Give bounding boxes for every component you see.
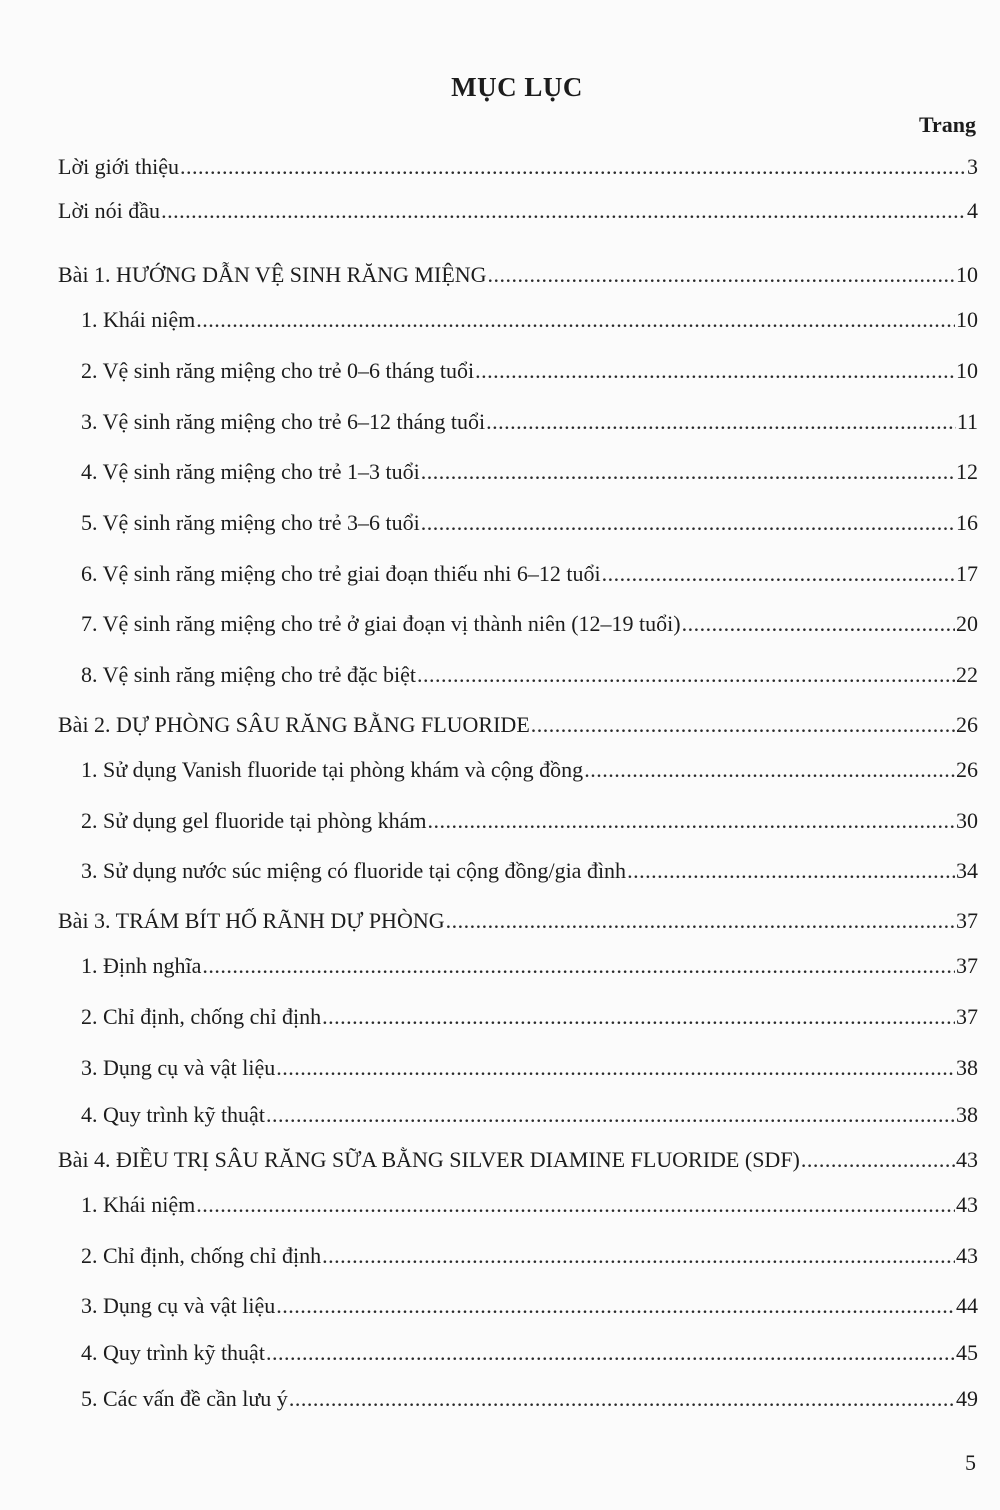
- dot-leader: [682, 609, 955, 639]
- dot-leader: [421, 457, 955, 487]
- dot-leader: [446, 906, 955, 936]
- toc-entry: [81, 508, 978, 538]
- toc-entry-page: 49: [956, 1386, 978, 1411]
- toc-entry-page: 34: [956, 858, 978, 883]
- dot-leader: [180, 152, 966, 182]
- toc-entry: [81, 1338, 978, 1368]
- page-number: 5: [965, 1450, 976, 1475]
- toc-chapter: [58, 906, 978, 936]
- dot-leader: [531, 710, 955, 740]
- dot-leader: [161, 196, 966, 226]
- toc-entry: [81, 407, 978, 437]
- toc-entry-page: 10: [956, 358, 978, 383]
- toc-entry-page: 44: [956, 1293, 978, 1318]
- toc-entry-page: 37: [956, 953, 978, 978]
- toc-entry: [81, 755, 978, 785]
- toc-entry-page: 43: [956, 1192, 978, 1217]
- page-title: MỤC LỤC: [451, 72, 583, 102]
- dot-leader: [202, 951, 955, 981]
- toc-entry: [81, 559, 978, 589]
- toc-entry-label: 2. Chỉ định, chống chỉ định: [81, 1004, 322, 1029]
- dot-leader: [428, 806, 955, 836]
- dot-leader: [196, 305, 955, 335]
- toc-entry-label: 6. Vệ sinh răng miệng cho trẻ giai đoạn thiếu nhi 6–12 tuổi: [81, 561, 601, 586]
- toc-entry: [81, 1002, 978, 1032]
- toc-entry-page: 37: [956, 1004, 978, 1029]
- toc-entry: [58, 196, 978, 226]
- dot-leader: [602, 559, 955, 589]
- dot-leader: [584, 755, 955, 785]
- toc-entry-page: 11: [956, 409, 978, 434]
- toc-entry: [81, 1190, 978, 1220]
- page-column-header: Trang: [918, 112, 976, 137]
- toc-entry: [81, 1384, 978, 1414]
- toc-entry-label: 2. Chỉ định, chống chỉ định: [81, 1243, 322, 1268]
- dot-leader: [276, 1053, 955, 1083]
- toc-entry-page: 37: [956, 908, 978, 933]
- toc-entry-label: Bài 3. TRÁM BÍT HỐ RÃNH DỰ PHÒNG: [58, 908, 445, 933]
- dot-leader: [421, 508, 955, 538]
- toc-entry: [81, 806, 978, 836]
- toc-entry-label: 1. Khái niệm: [81, 1192, 196, 1217]
- toc-entry-page: 20: [956, 611, 978, 636]
- toc-entry-label: 1. Sử dụng Vanish fluoride tại phòng khám và cộng đồng: [81, 757, 584, 782]
- toc-entry-label: 3. Vệ sinh răng miệng cho trẻ 6–12 tháng tuổi: [81, 409, 486, 434]
- toc-entry: [81, 356, 978, 386]
- toc-entry-page: 30: [956, 808, 978, 833]
- toc-entry-label: 4. Vệ sinh răng miệng cho trẻ 1–3 tuổi: [81, 459, 420, 484]
- toc-entry-label: Bài 4. ĐIỀU TRỊ SÂU RĂNG SỮA BẰNG SILVER DIAMINE FLUORIDE (SDF): [58, 1147, 800, 1172]
- toc-entry: [81, 1241, 978, 1271]
- toc-entry-page: 38: [956, 1055, 978, 1080]
- dot-leader: [486, 407, 956, 437]
- toc-entry-page: 43: [956, 1147, 978, 1172]
- dot-leader: [322, 1241, 955, 1271]
- toc-entry-page: 17: [956, 561, 978, 586]
- dot-leader: [289, 1384, 955, 1414]
- toc-entry: [81, 1053, 978, 1083]
- dot-leader: [266, 1100, 955, 1130]
- toc-entry-label: 3. Dụng cụ và vật liệu: [81, 1055, 276, 1080]
- toc-entry-label: 4. Quy trình kỹ thuật: [81, 1102, 265, 1127]
- toc-entry-label: Bài 1. HƯỚNG DẪN VỆ SINH RĂNG MIỆNG: [58, 262, 487, 287]
- toc-entry: [58, 152, 978, 182]
- toc-entry: [81, 1291, 978, 1321]
- toc-entry-label: 1. Khái niệm: [81, 307, 196, 332]
- toc-entry: [81, 609, 978, 639]
- toc-entry: [81, 457, 978, 487]
- toc-entry-label: Bài 2. DỰ PHÒNG SÂU RĂNG BẰNG FLUORIDE: [58, 712, 530, 737]
- toc-entry-label: 3. Dụng cụ và vật liệu: [81, 1293, 276, 1318]
- toc-entry: [81, 305, 978, 335]
- toc-entry-label: 4. Quy trình kỹ thuật: [81, 1340, 265, 1365]
- toc-entry: [81, 660, 978, 690]
- dot-leader: [417, 660, 955, 690]
- toc-entry-page: 4: [967, 198, 978, 223]
- toc-entry-label: 7. Vệ sinh răng miệng cho trẻ ở giai đoạn vị thành niên (12–19 tuổi): [81, 611, 681, 636]
- toc-entry-label: 1. Định nghĩa: [81, 953, 202, 978]
- toc-entry-page: 3: [967, 154, 978, 179]
- toc-entry-label: Lời nói đầu: [58, 198, 161, 223]
- toc-entry-label: 3. Sử dụng nước súc miệng có fluoride tại cộng đồng/gia đình: [81, 858, 627, 883]
- dot-leader: [276, 1291, 955, 1321]
- toc-entry-label: 5. Các vấn đề cần lưu ý: [81, 1386, 288, 1411]
- toc-entry: [81, 951, 978, 981]
- toc-entry-page: 10: [956, 262, 978, 287]
- toc-entry-label: 8. Vệ sinh răng miệng cho trẻ đặc biệt: [81, 662, 416, 687]
- toc-entry-page: 26: [956, 712, 978, 737]
- toc-entry: [81, 1100, 978, 1130]
- dot-leader: [627, 856, 955, 886]
- dot-leader: [488, 260, 955, 290]
- toc-entry-page: 12: [956, 459, 978, 484]
- toc-chapter: [58, 260, 978, 290]
- dot-leader: [196, 1190, 955, 1220]
- toc-entry-page: 38: [956, 1102, 978, 1127]
- dot-leader: [322, 1002, 955, 1032]
- dot-leader: [801, 1145, 955, 1175]
- toc-entry-label: 2. Vệ sinh răng miệng cho trẻ 0–6 tháng tuổi: [81, 358, 475, 383]
- toc-entry-label: 2. Sử dụng gel fluoride tại phòng khám: [81, 808, 427, 833]
- dot-leader: [475, 356, 955, 386]
- toc-entry-page: 22: [956, 662, 978, 687]
- toc-entry-page: 16: [956, 510, 978, 535]
- toc-chapter: [58, 710, 978, 740]
- toc-entry: [81, 856, 978, 886]
- dot-leader: [266, 1338, 955, 1368]
- toc-entry-label: 5. Vệ sinh răng miệng cho trẻ 3–6 tuổi: [81, 510, 420, 535]
- toc-entry-label: Lời giới thiệu: [58, 154, 180, 179]
- toc-entry-page: 10: [956, 307, 978, 332]
- toc-entry-page: 45: [956, 1340, 978, 1365]
- toc-entry-page: 26: [956, 757, 978, 782]
- toc-chapter: [58, 1145, 978, 1175]
- toc-entry-page: 43: [956, 1243, 978, 1268]
